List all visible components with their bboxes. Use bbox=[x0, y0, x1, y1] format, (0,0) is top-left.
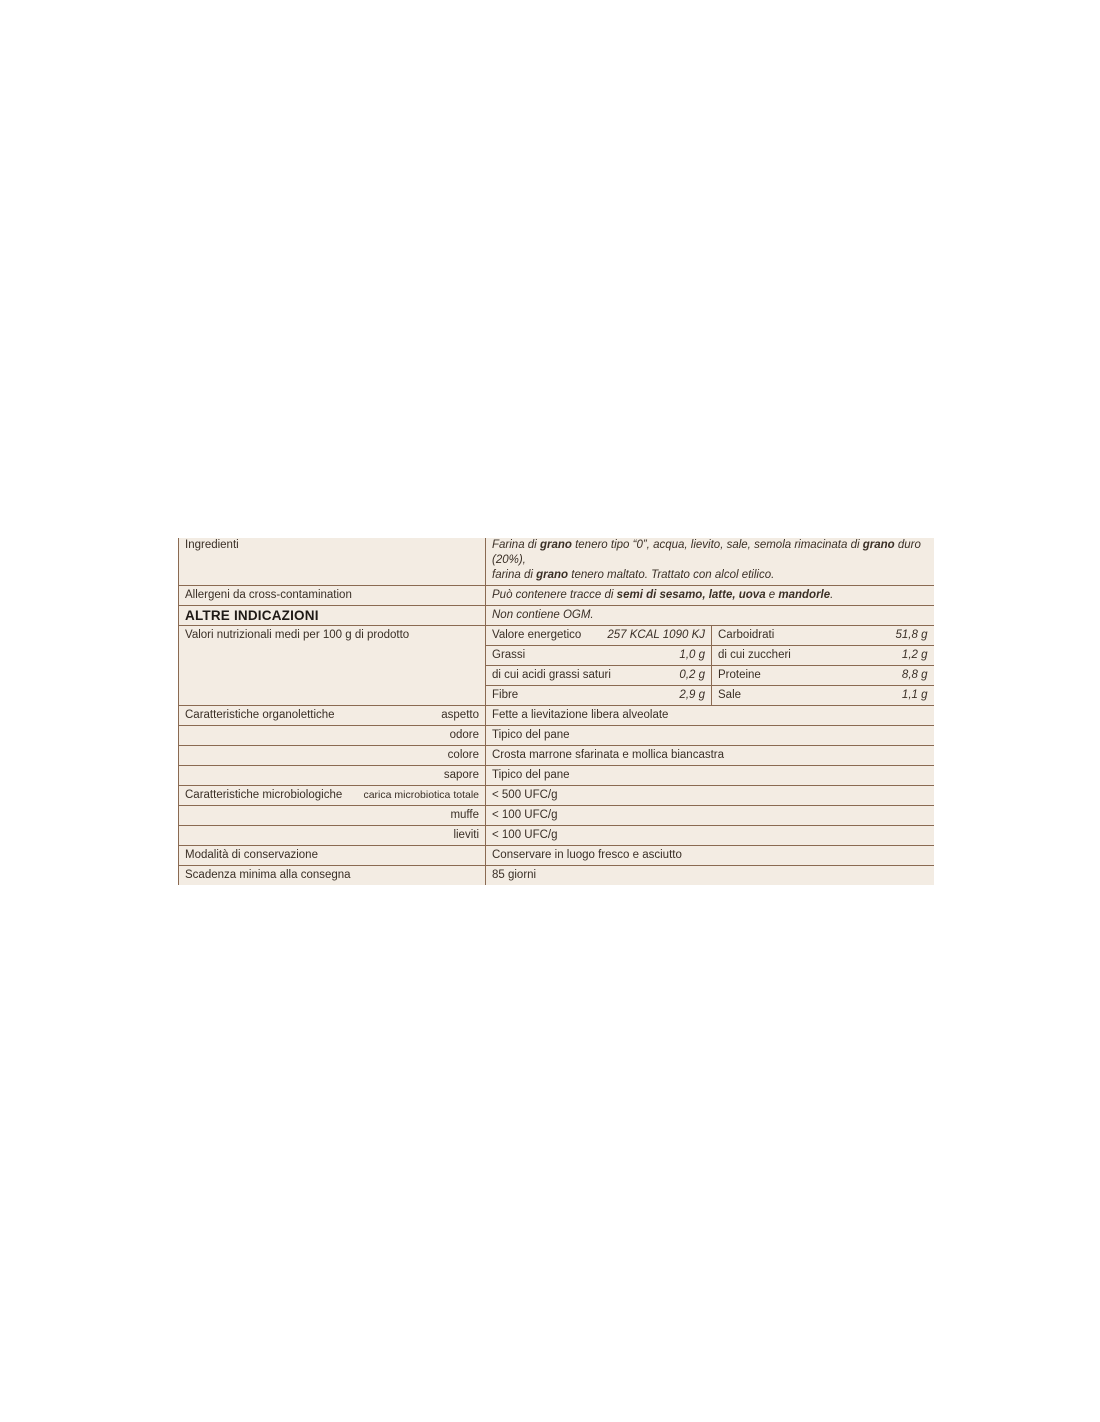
label-organolettiche: Caratteristiche organolettiche aspetto bbox=[179, 706, 486, 726]
microbiological-row bbox=[179, 806, 934, 826]
nutrition-cell-left: Valore energetico 257 KCAL 1090 KJ bbox=[486, 626, 712, 646]
label-microbiologiche: Caratteristiche microbiologiche carica microbiotica totale bbox=[179, 786, 486, 806]
label-ingredienti: Ingredienti bbox=[179, 538, 486, 586]
row-altre-indicazioni bbox=[179, 606, 934, 626]
nutrition-cell-left: Grassi 1,0 g bbox=[486, 646, 712, 666]
organoleptic-sub-label: odore bbox=[179, 726, 486, 746]
spec-table bbox=[178, 538, 934, 885]
organoleptic-row bbox=[179, 746, 934, 766]
organoleptic-sub-label: aspetto bbox=[441, 709, 479, 721]
label-conservazione: Modalità di conservazione bbox=[179, 846, 486, 866]
row-allergeni bbox=[179, 586, 934, 606]
label-scadenza: Scadenza minima alla consegna bbox=[179, 866, 486, 886]
organoleptic-value: Tipico del pane bbox=[486, 726, 934, 746]
organoleptic-value: Tipico del pane bbox=[486, 766, 934, 786]
organoleptic-value: Fette a lievitazione libera alveolate bbox=[486, 706, 934, 726]
organoleptic-sub-label: sapore bbox=[179, 766, 486, 786]
microbiological-value: < 100 UFC/g bbox=[486, 826, 934, 846]
microbiological-row bbox=[179, 826, 934, 846]
nutrition-cell-left: di cui acidi grassi saturi 0,2 g bbox=[486, 666, 712, 686]
label-valori-nutrizionali: Valori nutrizionali medi per 100 g di prodotto bbox=[179, 626, 486, 706]
row-scadenza bbox=[179, 866, 934, 886]
organoleptic-row bbox=[179, 726, 934, 746]
value-allergeni: Può contenere tracce di semi di sesamo, latte, uova e mandorle. bbox=[486, 586, 934, 606]
organoleptic-sub-label: colore bbox=[179, 746, 486, 766]
nutrition-cell-left: Fibre 2,9 g bbox=[486, 686, 712, 706]
nutrition-cell-right: Carboidrati 51,8 g bbox=[712, 626, 934, 646]
organoleptic-row bbox=[179, 706, 934, 726]
microbiological-value: < 100 UFC/g bbox=[486, 806, 934, 826]
microbiological-sub-label: lieviti bbox=[179, 826, 486, 846]
microbiological-sub-label: muffe bbox=[179, 806, 486, 826]
value-ogm: Non contiene OGM. bbox=[486, 606, 934, 626]
row-conservazione bbox=[179, 846, 934, 866]
product-spec-sheet bbox=[178, 538, 933, 885]
microbiological-value: < 500 UFC/g bbox=[486, 786, 934, 806]
nutrition-row bbox=[179, 626, 934, 646]
nutrition-cell-right: di cui zuccheri 1,2 g bbox=[712, 646, 934, 666]
label-allergeni: Allergeni da cross-contamination bbox=[179, 586, 486, 606]
value-scadenza: 85 giorni bbox=[486, 866, 934, 886]
organoleptic-row bbox=[179, 766, 934, 786]
value-conservazione: Conservare in luogo fresco e asciutto bbox=[486, 846, 934, 866]
nutrition-cell-right: Sale 1,1 g bbox=[712, 686, 934, 706]
section-heading-altre-indicazioni: ALTRE INDICAZIONI bbox=[179, 606, 486, 626]
organoleptic-value: Crosta marrone sfarinata e mollica biancastra bbox=[486, 746, 934, 766]
row-ingredienti bbox=[179, 538, 934, 586]
nutrition-cell-right: Proteine 8,8 g bbox=[712, 666, 934, 686]
value-ingredienti: Farina di grano tenero tipo “0”, acqua, lievito, sale, semola rimacinata di grano duro (20%), farina di grano tenero maltato. Trattato con alcol etilico. bbox=[486, 538, 934, 586]
microbiological-sub-label: carica microbiotica totale bbox=[363, 789, 479, 801]
microbiological-row bbox=[179, 786, 934, 806]
